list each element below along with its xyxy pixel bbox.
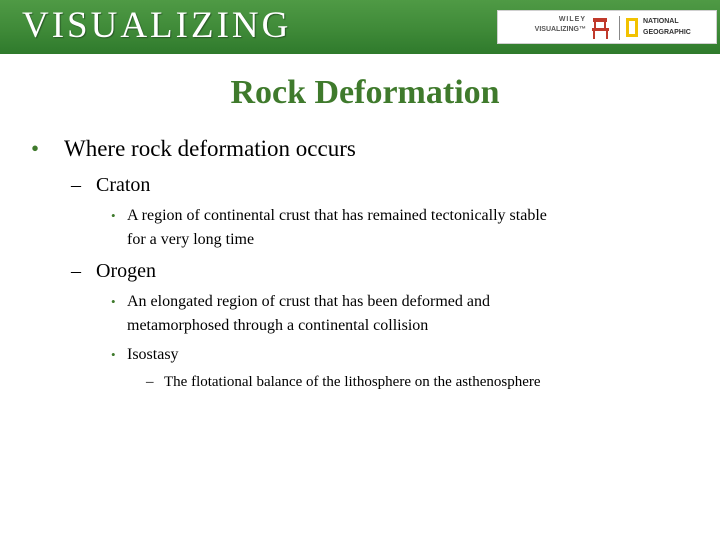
publisher-logos (497, 10, 717, 44)
bullet-marker: • (31, 136, 40, 161)
ng-line-2: GEOGRAPHIC (643, 29, 691, 36)
dash-marker: – (146, 374, 154, 390)
bullet-text: Orogen (96, 260, 156, 282)
bullet-text: Isostasy (127, 346, 179, 363)
yellow-frame-icon (626, 18, 638, 37)
national-geographic-logo (643, 16, 691, 38)
dash-marker: – (71, 260, 81, 282)
bullet-text: Where rock deformation occurs (64, 136, 356, 161)
bullet-text-line-1: A region of continental crust that has remained tectonically stable (127, 207, 547, 224)
wiley-logo-top: WILEY (558, 16, 586, 23)
logo-divider (619, 16, 620, 40)
bullet-text-line-1: An elongated region of crust that has been deformed and (127, 293, 490, 310)
bullet-marker: • (111, 208, 116, 223)
wiley-logo (506, 15, 586, 35)
bullet-text: The flotational balance of the lithosphere on the asthenosphere (164, 374, 541, 390)
bullet-text-line-2: metamorphosed through a continental collision (127, 317, 429, 334)
dash-marker: – (71, 174, 81, 196)
bullet-marker: • (111, 294, 116, 309)
series-title: VISUALIZING (22, 5, 292, 46)
bullet-text: Craton (96, 174, 151, 196)
chair-icon (590, 16, 612, 40)
header-banner (0, 0, 720, 54)
bullet-marker: • (111, 347, 116, 362)
slide-title: Rock Deformation (230, 74, 500, 111)
ng-line-1: NATIONAL (643, 18, 679, 25)
bullet-text-line-2: for a very long time (127, 231, 255, 248)
wiley-logo-bottom: VISUALIZING™ (534, 26, 586, 33)
